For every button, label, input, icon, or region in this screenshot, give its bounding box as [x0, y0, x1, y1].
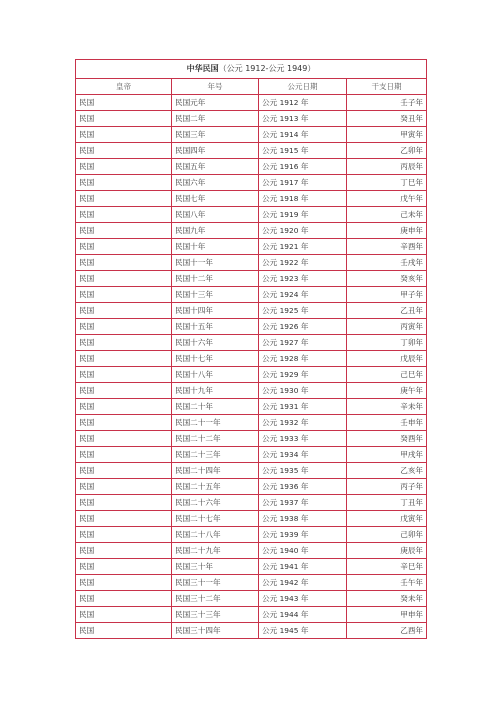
year-prefix: 公元: [262, 562, 278, 571]
year-number: 1923: [279, 274, 299, 283]
table-row: [76, 287, 427, 303]
year-suffix: 年: [300, 274, 309, 283]
cell-emperor: 民国: [76, 223, 172, 239]
table-row: [76, 255, 427, 271]
year-number: 1918: [279, 194, 299, 203]
year-prefix: 公元: [262, 130, 278, 139]
year-suffix: 年: [300, 130, 309, 139]
year-suffix: 年: [300, 114, 309, 123]
year-number: 1912: [279, 98, 299, 107]
year-number: 1937: [279, 498, 299, 507]
cell-gregorian-date: [259, 191, 347, 207]
year-prefix: 公元: [262, 418, 278, 427]
year-prefix: 公元: [262, 306, 278, 315]
cell-emperor: 民国: [76, 335, 172, 351]
cell-ganzhi-date: 癸亥年: [347, 271, 427, 287]
table-row: [76, 383, 427, 399]
cell-emperor: 民国: [76, 159, 172, 175]
cell-era-name: 民国三年: [172, 127, 259, 143]
year-prefix: 公元: [262, 322, 278, 331]
year-number: 1945: [279, 626, 299, 635]
table-row: [76, 575, 427, 591]
table-row: [76, 463, 427, 479]
era-table: [75, 59, 427, 639]
cell-era-name: 民国二十三年: [172, 447, 259, 463]
cell-era-name: 民国二十六年: [172, 495, 259, 511]
year-prefix: 公元: [262, 274, 278, 283]
cell-gregorian-date: [259, 351, 347, 367]
year-number: 1929: [279, 370, 299, 379]
cell-gregorian-date: [259, 543, 347, 559]
table-row: [76, 319, 427, 335]
table-row: [76, 271, 427, 287]
cell-gregorian-date: [259, 319, 347, 335]
year-prefix: 公元: [262, 146, 278, 155]
year-number: 1915: [279, 146, 299, 155]
table-row: [76, 367, 427, 383]
cell-gregorian-date: [259, 175, 347, 191]
table-header-row: [76, 79, 427, 95]
year-number: 1940: [279, 546, 299, 555]
year-suffix: 年: [300, 194, 309, 203]
year-suffix: 年: [300, 226, 309, 235]
cell-emperor: 民国: [76, 191, 172, 207]
header-ganzhi-date: 干支日期: [347, 79, 427, 95]
header-emperor: 皇帝: [76, 79, 172, 95]
cell-emperor: 民国: [76, 575, 172, 591]
cell-ganzhi-date: 丁卯年: [347, 335, 427, 351]
year-suffix: 年: [300, 434, 309, 443]
cell-ganzhi-date: 癸酉年: [347, 431, 427, 447]
table-row: [76, 159, 427, 175]
year-number: 1938: [279, 514, 299, 523]
year-prefix: 公元: [262, 98, 278, 107]
year-prefix: 公元: [262, 466, 278, 475]
year-suffix: 年: [300, 386, 309, 395]
year-prefix: 公元: [262, 514, 278, 523]
year-prefix: 公元: [262, 242, 278, 251]
year-suffix: 年: [300, 354, 309, 363]
table-row: [76, 335, 427, 351]
year-number: 1933: [279, 434, 299, 443]
cell-era-name: 民国十四年: [172, 303, 259, 319]
cell-ganzhi-date: 庚申年: [347, 223, 427, 239]
year-number: 1917: [279, 178, 299, 187]
cell-gregorian-date: [259, 239, 347, 255]
year-suffix: 年: [300, 258, 309, 267]
table-row: [76, 95, 427, 111]
year-prefix: 公元: [262, 386, 278, 395]
cell-emperor: 民国: [76, 255, 172, 271]
year-number: 1916: [279, 162, 299, 171]
year-suffix: 年: [300, 370, 309, 379]
cell-era-name: 民国九年: [172, 223, 259, 239]
cell-emperor: 民国: [76, 591, 172, 607]
cell-emperor: 民国: [76, 527, 172, 543]
year-number: 1921: [279, 242, 299, 251]
year-number: 1919: [279, 210, 299, 219]
cell-era-name: 民国三十一年: [172, 575, 259, 591]
cell-era-name: 民国八年: [172, 207, 259, 223]
cell-emperor: 民国: [76, 463, 172, 479]
cell-era-name: 民国十年: [172, 239, 259, 255]
cell-gregorian-date: [259, 431, 347, 447]
cell-emperor: 民国: [76, 207, 172, 223]
year-number: 1935: [279, 466, 299, 475]
cell-era-name: 民国四年: [172, 143, 259, 159]
year-prefix: 公元: [262, 194, 278, 203]
table-row: [76, 111, 427, 127]
cell-ganzhi-date: 丙子年: [347, 479, 427, 495]
year-suffix: 年: [300, 610, 309, 619]
table-row: [76, 591, 427, 607]
year-prefix: 公元: [262, 338, 278, 347]
cell-era-name: 民国三十二年: [172, 591, 259, 607]
year-prefix: 公元: [262, 610, 278, 619]
cell-ganzhi-date: 乙酉年: [347, 623, 427, 639]
year-suffix: 年: [300, 146, 309, 155]
table-row: [76, 527, 427, 543]
cell-emperor: 民国: [76, 95, 172, 111]
year-number: 1931: [279, 402, 299, 411]
cell-ganzhi-date: 壬子年: [347, 95, 427, 111]
year-prefix: 公元: [262, 178, 278, 187]
year-suffix: 年: [300, 626, 309, 635]
cell-ganzhi-date: 己卯年: [347, 527, 427, 543]
cell-ganzhi-date: 戊午年: [347, 191, 427, 207]
year-prefix: 公元: [262, 626, 278, 635]
year-prefix: 公元: [262, 546, 278, 555]
year-number: 1926: [279, 322, 299, 331]
table-row: [76, 495, 427, 511]
cell-ganzhi-date: 辛未年: [347, 399, 427, 415]
cell-gregorian-date: [259, 287, 347, 303]
cell-emperor: 民国: [76, 111, 172, 127]
cell-era-name: 民国十一年: [172, 255, 259, 271]
year-suffix: 年: [300, 338, 309, 347]
cell-era-name: 民国十三年: [172, 287, 259, 303]
cell-era-name: 民国七年: [172, 191, 259, 207]
cell-gregorian-date: [259, 367, 347, 383]
year-number: 1925: [279, 306, 299, 315]
cell-era-name: 民国十六年: [172, 335, 259, 351]
year-suffix: 年: [300, 402, 309, 411]
cell-gregorian-date: [259, 559, 347, 575]
table-row: [76, 431, 427, 447]
cell-gregorian-date: [259, 303, 347, 319]
cell-gregorian-date: [259, 447, 347, 463]
cell-ganzhi-date: 乙亥年: [347, 463, 427, 479]
cell-gregorian-date: [259, 335, 347, 351]
year-prefix: 公元: [262, 578, 278, 587]
year-prefix: 公元: [262, 434, 278, 443]
cell-gregorian-date: [259, 415, 347, 431]
cell-ganzhi-date: 壬申年: [347, 415, 427, 431]
cell-emperor: 民国: [76, 415, 172, 431]
cell-ganzhi-date: 甲申年: [347, 607, 427, 623]
cell-era-name: 民国十八年: [172, 367, 259, 383]
cell-emperor: 民国: [76, 383, 172, 399]
table-row: [76, 223, 427, 239]
cell-ganzhi-date: 丁丑年: [347, 495, 427, 511]
cell-emperor: 民国: [76, 287, 172, 303]
header-era-name: 年号: [172, 79, 259, 95]
year-prefix: 公元: [262, 594, 278, 603]
cell-ganzhi-date: 壬午年: [347, 575, 427, 591]
year-suffix: 年: [300, 322, 309, 331]
table-row: [76, 479, 427, 495]
year-suffix: 年: [300, 466, 309, 475]
cell-era-name: 民国二十九年: [172, 543, 259, 559]
year-number: 1932: [279, 418, 299, 427]
cell-gregorian-date: [259, 607, 347, 623]
table-title-row: [76, 60, 427, 79]
year-number: 1939: [279, 530, 299, 539]
cell-ganzhi-date: 甲寅年: [347, 127, 427, 143]
year-suffix: 年: [300, 290, 309, 299]
cell-emperor: 民国: [76, 143, 172, 159]
year-number: 1930: [279, 386, 299, 395]
year-number: 1920: [279, 226, 299, 235]
cell-ganzhi-date: 庚午年: [347, 383, 427, 399]
cell-era-name: 民国二十八年: [172, 527, 259, 543]
table-row: [76, 399, 427, 415]
year-number: 1944: [279, 610, 299, 619]
year-prefix: 公元: [262, 114, 278, 123]
table-row: [76, 559, 427, 575]
cell-era-name: 民国二十七年: [172, 511, 259, 527]
cell-emperor: 民国: [76, 623, 172, 639]
cell-gregorian-date: [259, 463, 347, 479]
cell-ganzhi-date: 乙卯年: [347, 143, 427, 159]
table-row: [76, 623, 427, 639]
table-row: [76, 415, 427, 431]
year-suffix: 年: [300, 418, 309, 427]
table-row: [76, 191, 427, 207]
cell-era-name: 民国十二年: [172, 271, 259, 287]
cell-era-name: 民国二十五年: [172, 479, 259, 495]
cell-emperor: 民国: [76, 479, 172, 495]
table-row: [76, 447, 427, 463]
cell-era-name: 民国二十一年: [172, 415, 259, 431]
cell-emperor: 民国: [76, 559, 172, 575]
cell-era-name: 民国三十三年: [172, 607, 259, 623]
year-suffix: 年: [300, 178, 309, 187]
year-prefix: 公元: [262, 370, 278, 379]
year-prefix: 公元: [262, 530, 278, 539]
year-suffix: 年: [300, 498, 309, 507]
year-prefix: 公元: [262, 290, 278, 299]
year-suffix: 年: [300, 162, 309, 171]
table-row: [76, 607, 427, 623]
cell-ganzhi-date: 壬戌年: [347, 255, 427, 271]
cell-gregorian-date: [259, 127, 347, 143]
year-number: 1922: [279, 258, 299, 267]
cell-ganzhi-date: 癸丑年: [347, 111, 427, 127]
table-row: [76, 175, 427, 191]
cell-gregorian-date: [259, 479, 347, 495]
year-suffix: 年: [300, 242, 309, 251]
year-suffix: 年: [300, 210, 309, 219]
table-row: [76, 543, 427, 559]
table-row: [76, 511, 427, 527]
cell-era-name: 民国六年: [172, 175, 259, 191]
year-suffix: 年: [300, 530, 309, 539]
cell-ganzhi-date: 丁巳年: [347, 175, 427, 191]
year-prefix: 公元: [262, 258, 278, 267]
year-prefix: 公元: [262, 450, 278, 459]
year-suffix: 年: [300, 546, 309, 555]
year-prefix: 公元: [262, 354, 278, 363]
year-suffix: 年: [300, 450, 309, 459]
cell-emperor: 民国: [76, 367, 172, 383]
year-number: 1936: [279, 482, 299, 491]
table-row: [76, 207, 427, 223]
cell-ganzhi-date: 庚辰年: [347, 543, 427, 559]
cell-gregorian-date: [259, 255, 347, 271]
cell-gregorian-date: [259, 111, 347, 127]
year-prefix: 公元: [262, 226, 278, 235]
year-suffix: 年: [300, 482, 309, 491]
cell-gregorian-date: [259, 159, 347, 175]
cell-ganzhi-date: 癸未年: [347, 591, 427, 607]
table-row: [76, 143, 427, 159]
cell-emperor: 民国: [76, 543, 172, 559]
cell-emperor: 民国: [76, 399, 172, 415]
cell-emperor: 民国: [76, 511, 172, 527]
cell-gregorian-date: [259, 399, 347, 415]
year-prefix: 公元: [262, 498, 278, 507]
cell-gregorian-date: [259, 95, 347, 111]
cell-era-name: 民国二年: [172, 111, 259, 127]
cell-era-name: 民国二十四年: [172, 463, 259, 479]
year-number: 1928: [279, 354, 299, 363]
cell-gregorian-date: [259, 623, 347, 639]
cell-emperor: 民国: [76, 495, 172, 511]
cell-emperor: 民国: [76, 175, 172, 191]
year-prefix: 公元: [262, 162, 278, 171]
year-number: 1941: [279, 562, 299, 571]
cell-ganzhi-date: 己巳年: [347, 367, 427, 383]
cell-era-name: 民国二十二年: [172, 431, 259, 447]
title-main: 中华民国: [186, 64, 219, 73]
year-prefix: 公元: [262, 402, 278, 411]
cell-gregorian-date: [259, 527, 347, 543]
year-number: 1927: [279, 338, 299, 347]
cell-ganzhi-date: 己未年: [347, 207, 427, 223]
cell-gregorian-date: [259, 591, 347, 607]
year-number: 1914: [279, 130, 299, 139]
table-row: [76, 239, 427, 255]
cell-gregorian-date: [259, 495, 347, 511]
cell-emperor: 民国: [76, 447, 172, 463]
cell-gregorian-date: [259, 575, 347, 591]
cell-era-name: 民国三十四年: [172, 623, 259, 639]
cell-emperor: 民国: [76, 431, 172, 447]
year-suffix: 年: [300, 514, 309, 523]
cell-emperor: 民国: [76, 319, 172, 335]
table-row: [76, 127, 427, 143]
cell-gregorian-date: [259, 511, 347, 527]
year-suffix: 年: [300, 562, 309, 571]
year-suffix: 年: [300, 98, 309, 107]
cell-emperor: 民国: [76, 239, 172, 255]
table-title: [76, 60, 427, 79]
header-gregorian-date: 公元日期: [259, 79, 347, 95]
cell-era-name: 民国二十年: [172, 399, 259, 415]
cell-emperor: 民国: [76, 607, 172, 623]
cell-ganzhi-date: 甲子年: [347, 287, 427, 303]
year-number: 1942: [279, 578, 299, 587]
cell-gregorian-date: [259, 143, 347, 159]
cell-era-name: 民国十七年: [172, 351, 259, 367]
cell-ganzhi-date: 乙丑年: [347, 303, 427, 319]
cell-emperor: 民国: [76, 351, 172, 367]
table-body: [76, 95, 427, 639]
table-row: [76, 303, 427, 319]
year-prefix: 公元: [262, 482, 278, 491]
year-number: 1943: [279, 594, 299, 603]
cell-emperor: 民国: [76, 271, 172, 287]
cell-ganzhi-date: 戊辰年: [347, 351, 427, 367]
cell-gregorian-date: [259, 223, 347, 239]
year-suffix: 年: [300, 594, 309, 603]
cell-ganzhi-date: 丙辰年: [347, 159, 427, 175]
year-number: 1913: [279, 114, 299, 123]
table-row: [76, 351, 427, 367]
cell-ganzhi-date: 丙寅年: [347, 319, 427, 335]
title-subtitle: （公元 1912-公元 1949）: [218, 64, 316, 73]
cell-emperor: 民国: [76, 127, 172, 143]
year-prefix: 公元: [262, 210, 278, 219]
cell-era-name: 民国五年: [172, 159, 259, 175]
cell-ganzhi-date: 甲戌年: [347, 447, 427, 463]
year-suffix: 年: [300, 306, 309, 315]
cell-era-name: 民国元年: [172, 95, 259, 111]
cell-era-name: 民国十九年: [172, 383, 259, 399]
cell-ganzhi-date: 戊寅年: [347, 511, 427, 527]
cell-ganzhi-date: 辛巳年: [347, 559, 427, 575]
cell-gregorian-date: [259, 271, 347, 287]
year-number: 1934: [279, 450, 299, 459]
cell-era-name: 民国十五年: [172, 319, 259, 335]
year-number: 1924: [279, 290, 299, 299]
cell-era-name: 民国三十年: [172, 559, 259, 575]
cell-gregorian-date: [259, 207, 347, 223]
year-suffix: 年: [300, 578, 309, 587]
cell-emperor: 民国: [76, 303, 172, 319]
cell-ganzhi-date: 辛酉年: [347, 239, 427, 255]
cell-gregorian-date: [259, 383, 347, 399]
